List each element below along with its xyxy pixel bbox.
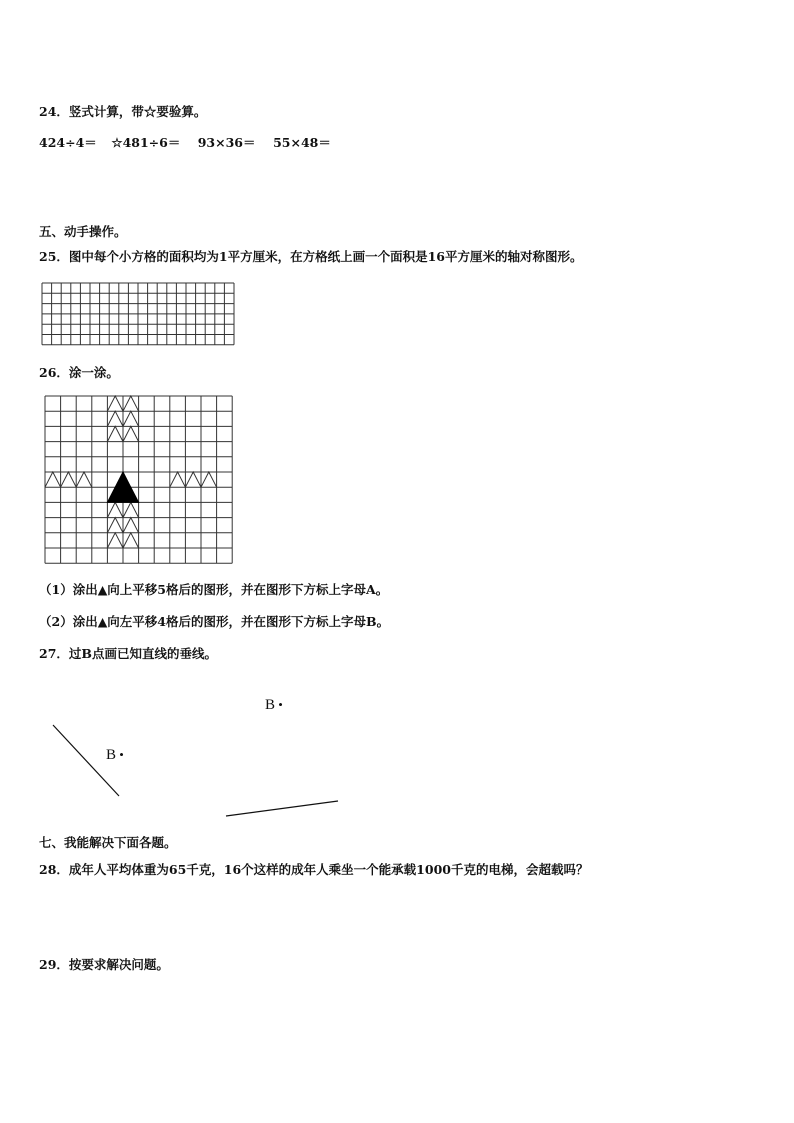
q29-title: 29．按要求解决问题。 [39,957,169,972]
calc-item-1: 424÷4＝ [39,135,97,150]
given-line-2 [226,801,338,816]
q27-title: 27．过B点画已知直线的垂线。 [39,646,217,661]
chevron-mark [107,533,123,548]
q25-title: 25．图中每个小方格的面积均为1平方厘米，在方格纸上画一个面积是16平方厘米的轴对称图形。 [39,249,583,264]
chevron-mark [61,472,77,487]
chevron-mark [185,472,201,487]
point-b-letter-2: B [106,747,117,763]
section5-title: 五、动手操作。 [39,224,127,239]
given-line-1 [53,725,119,796]
section7-title: 七、我能解决下面各题。 [39,835,177,850]
chevron-mark [107,502,123,517]
q26-grid[interactable] [44,395,236,565]
chevron-mark [170,472,186,487]
q24-calc-row [39,135,331,151]
chevron-mark [76,472,92,487]
point-b-letter-1: B [265,697,276,713]
chevron-mark [45,472,61,487]
calc-item-4: 55×48＝ [273,135,331,150]
point-dot-2: • [116,747,124,762]
q26-title: 26．涂一涂。 [39,365,119,380]
chevron-mark [107,518,123,533]
q24-title: 24．竖式计算，带☆要验算。 [39,104,207,119]
chevron-mark [123,502,139,517]
q25-grid[interactable] [41,282,237,346]
q26-sub1: （1）涂出▲向上平移5格后的图形，并在图形下方标上字母A。 [39,582,389,597]
calc-item-2: ☆481÷6＝ [111,135,181,150]
chevron-mark [201,472,217,487]
chevron-mark [123,426,139,441]
chevron-mark [107,426,123,441]
chevron-mark [123,411,139,426]
calc-item-3: 93×36＝ [197,135,256,150]
chevron-mark [123,518,139,533]
chevron-mark [107,411,123,426]
chevron-mark [123,533,139,548]
chevron-mark [123,396,139,411]
chevron-mark [107,396,123,411]
point-dot-1: • [275,697,283,712]
q28-title: 28．成年人平均体重为65千克，16个这样的成年人乘坐一个能承载1000千克的电梯，会超载吗？ [39,862,589,877]
q26-sub2: （2）涂出▲向左平移4格后的图形，并在图形下方标上字母B。 [39,614,390,629]
